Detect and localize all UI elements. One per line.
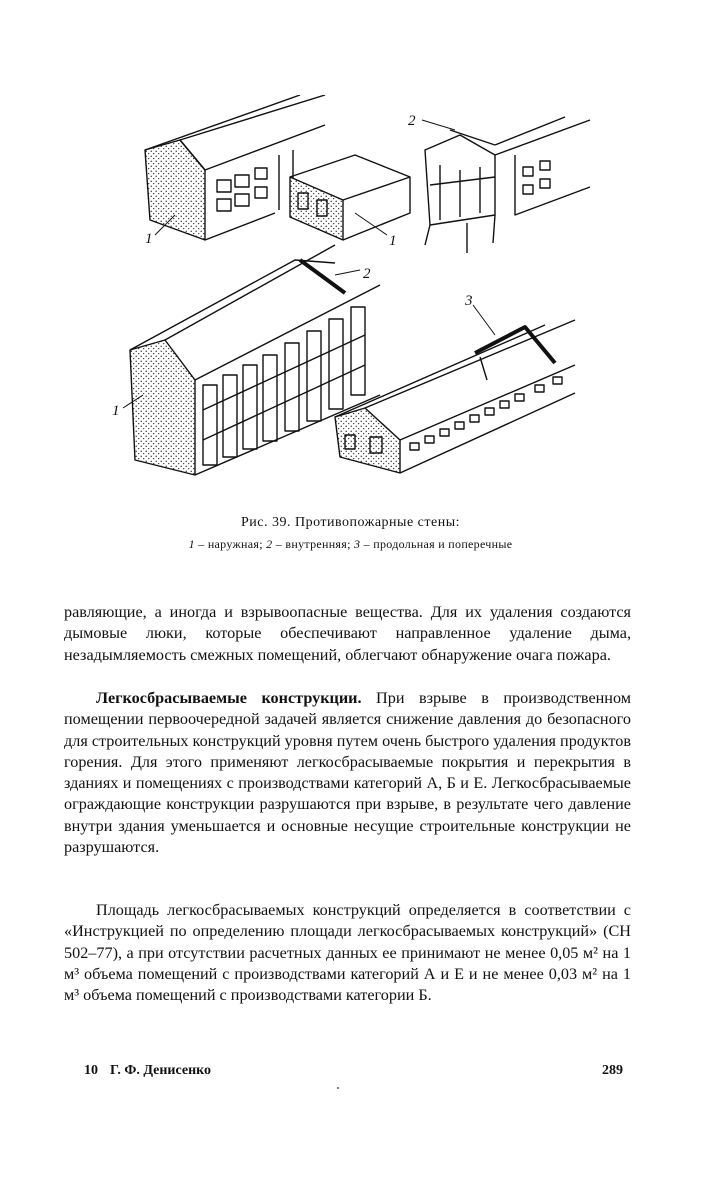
legend-text-3: – продольная и поперечные bbox=[360, 537, 513, 551]
print-speck bbox=[337, 1087, 339, 1089]
building-e bbox=[335, 320, 575, 473]
paragraph-area-requirements: Площадь легкосбрасываемых конструкций определяется в соответствии с «Инструкцией по определению площади легкосбрасываемых конструкций» (СН 502–77), а при отсутствии расчетных данных ее принимают не менее 0,05 м² на 1 м³ объема помещений с производствами категорий А и Е и не менее 0,03 м² на 1 м³ объема помещений с производствами категории Б. bbox=[64, 901, 631, 1005]
figure-caption-title: Рис. 39. Противопожарные стены: bbox=[240, 515, 461, 530]
page-footer-left bbox=[84, 1063, 211, 1079]
legend-text-2: – внутренняя; bbox=[272, 537, 355, 551]
legend-key-1: 1 bbox=[188, 537, 195, 551]
fire-walls-illustration bbox=[95, 95, 615, 485]
callout-1-lower: 1 bbox=[112, 403, 120, 419]
building-b bbox=[290, 155, 410, 240]
legend-text-1: – наружная; bbox=[194, 537, 267, 551]
page-number: 289 bbox=[602, 1063, 623, 1078]
paragraph-smoke-hatches: равляющие, а иногда и взрывоопасные вещества. Для их удаления создаются дымовые люки, которые обеспечивают направленное удаление дыма, незадымляемость смежных помещений, облегчают обнаружение очага пожара. bbox=[64, 603, 631, 664]
legend-key-3: 3 bbox=[354, 537, 361, 551]
section-heading: Легкосбрасываемые конструкции. bbox=[96, 689, 362, 707]
callout-1-left: 1 bbox=[145, 231, 153, 247]
building-c bbox=[425, 117, 590, 253]
callout-3: 3 bbox=[465, 293, 473, 309]
callout-2-middle: 2 bbox=[363, 266, 371, 282]
callout-1-center: 1 bbox=[389, 233, 397, 249]
section-text: При взрыве в производственном помещении первоочередной задачей является снижение давления до безопасного для строительных конструкций уровня путем очень быстрого удаления продуктов горения. Для этого применяют легкосбрасываемые покрытия и перекрытия в зданиях и помещениях с производствами категорий А, Б и Е. Легкосбрасываемые ограждающие конструкции разрушаются при взрыве, в результате чего давление внутри здания уменьшается и основные несущие строительные конструкции не разрушаются. bbox=[64, 689, 631, 857]
signature-mark: 10 bbox=[84, 1063, 98, 1078]
author-name: Г. Ф. Денисенко bbox=[110, 1063, 212, 1078]
callout-2-top: 2 bbox=[408, 113, 416, 129]
fire-walls-figure bbox=[95, 95, 615, 485]
legend-key-2: 2 bbox=[266, 537, 273, 551]
figure-caption-legend bbox=[0, 537, 701, 552]
paragraph-light-release-structures bbox=[64, 688, 631, 858]
